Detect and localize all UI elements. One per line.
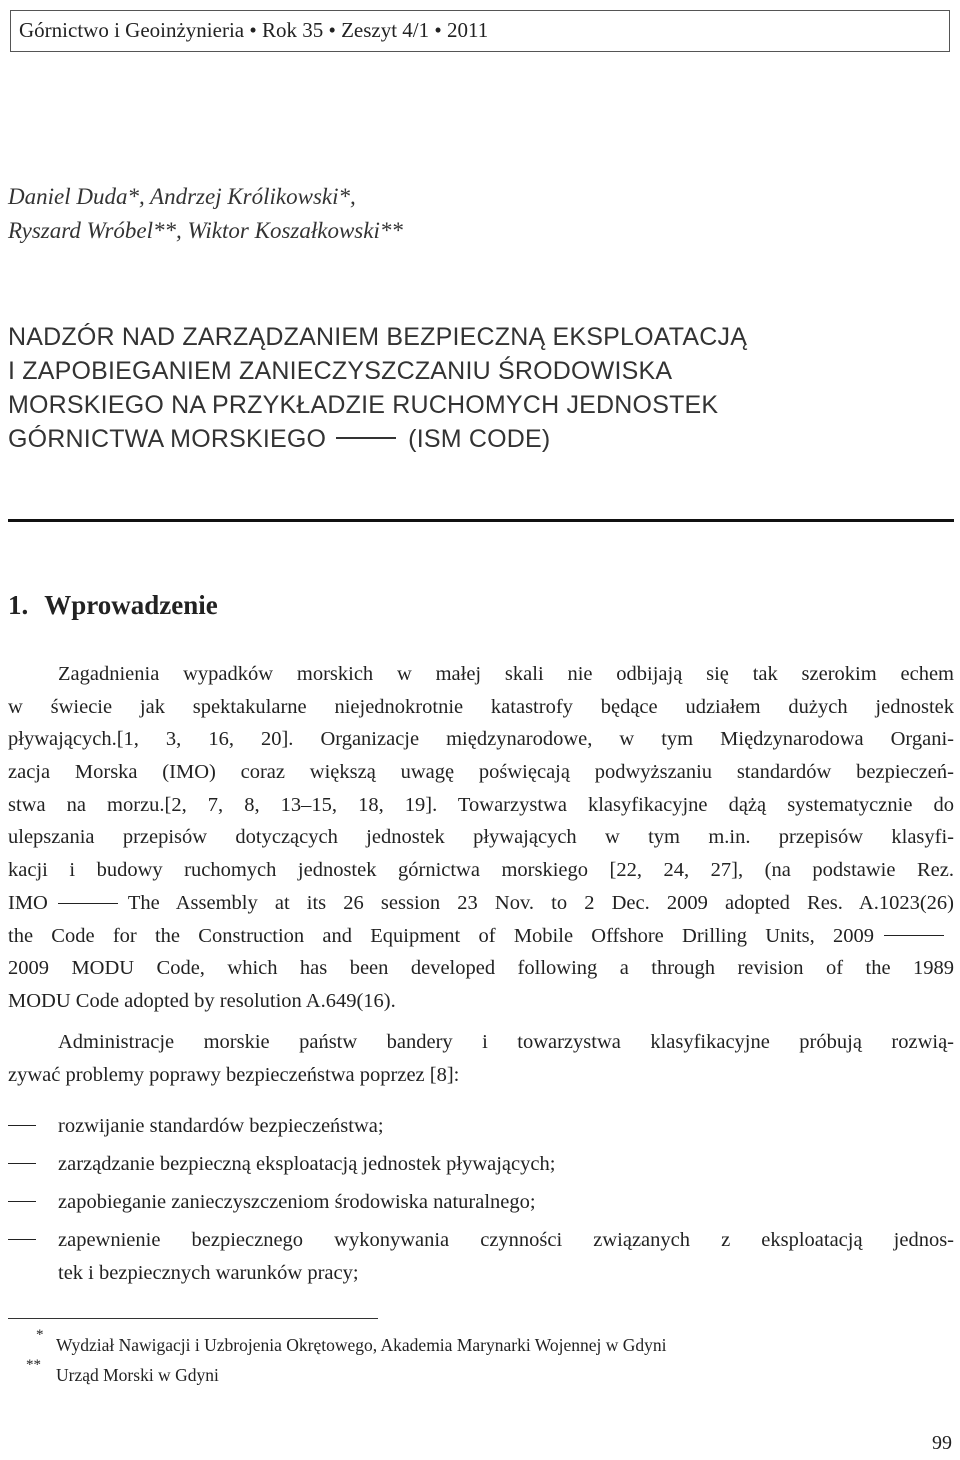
list-dash (8, 1239, 36, 1240)
line-text: ulepszania przepisów dotyczących jednostek pływających w tym m.in. przepisów klasyfi- (8, 826, 954, 849)
em-dash (336, 437, 396, 439)
footnote-mark: ** (26, 1357, 41, 1373)
line-text: Zagadnienia wypadków morskich w małej skali nie odbijają się tak szerokim echem (58, 663, 954, 685)
journal-title: Górnictwo i Geoinżynieria (19, 18, 245, 42)
list-item-text: rozwijanie standardów bezpieczeństwa; (58, 1115, 384, 1137)
footnote-text: Wydział Nawigacji i Uzbrojenia Okrętowego, Akademia Marynarki Wojennej w Gdyni (56, 1335, 667, 1355)
list-item-text: zapewnienie bezpiecznego wykonywania czynności związanych z eksploatacją jednos- (58, 1229, 954, 1251)
title-line-2: I ZAPOBIEGANIEM ZANIECZYSZCZANIU ŚRODOWISKA (8, 357, 673, 385)
footnote-text: Urząd Morski w Gdyni (56, 1365, 219, 1385)
line-text: pływających.[1, 3, 16, 20]. Organizacje międzynarodowe, w tym Międzynarodowa Organi- (8, 728, 954, 751)
paragraph-line (8, 1059, 954, 1092)
paragraph-line (8, 658, 954, 691)
authors-line-2: Ryszard Wróbel**, Wiktor Koszałkowski** (8, 218, 403, 243)
list-item-text: tek i bezpiecznych warunków pracy; (58, 1262, 359, 1284)
list-dash (8, 1125, 36, 1126)
footnote-divider (8, 1318, 378, 1319)
title-divider (8, 519, 954, 522)
list-item-text: zapobieganie zanieczyszczeniom środowiska naturalnego; (58, 1191, 536, 1213)
authors (8, 180, 403, 248)
paragraph-intro (8, 658, 954, 1018)
line-text: kacji i budowy ruchomych jednostek górnictwa morskiego [22, 24, 27], (na podstawie Rez. (8, 859, 954, 882)
line-text: zacja Morska (IMO) coraz większą uwagę poświęcają podwyższaniu standardów bezpieczeń- (8, 761, 954, 784)
authors-line-1: Daniel Duda*, Andrzej Królikowski*, (8, 184, 356, 209)
line-text: IMO (8, 891, 48, 914)
paragraph-administrations (8, 1026, 954, 1091)
line-text: Administracje morskie państw bandery i towarzystwa klasyfikacyjne próbują rozwią- (58, 1031, 954, 1053)
journal-header (10, 10, 950, 52)
paragraph-line (8, 723, 954, 756)
paper-title (8, 320, 747, 456)
em-dash (884, 935, 944, 936)
line-text: zywać problemy poprawy bezpieczeństwa poprzez [8]: (8, 1063, 460, 1086)
title-line-4 (8, 422, 747, 456)
title-line-4-code: (ISM CODE) (408, 425, 551, 453)
paragraph-line (8, 952, 954, 985)
section-title: Wprowadzenie (44, 590, 218, 620)
line-text: The Assembly at its 26 session 23 Nov. to 2 Dec. 2009 adopted Res. A.1023(26) (127, 891, 954, 914)
title-line-3: MORSKIEGO NA PRZYKŁADZIE RUCHOMYCH JEDNOSTEK (8, 391, 719, 419)
paragraph-line (8, 854, 954, 887)
journal-volume: Rok 35 (261, 18, 324, 42)
page-number: 99 (932, 1432, 952, 1454)
separator-bullet: • (328, 18, 336, 42)
paragraph-line (8, 985, 954, 1018)
section-heading (8, 590, 218, 621)
paragraph-line (8, 920, 954, 953)
line-text: MODU Code adopted by resolution A.649(16). (8, 989, 396, 1012)
line-text: w świecie jak spektakularne niejednokrotnie katastrofy będące udziałem dużych jednostek (8, 695, 954, 718)
journal-header-line (19, 18, 488, 43)
paragraph-line (8, 756, 954, 789)
line-text: stwa na morzu.[2, 7, 8, 13–15, 18, 19]. Towarzystwa klasyfikacyjne dążą systematycznie do (8, 793, 954, 816)
em-dash (58, 903, 118, 904)
list-dash (8, 1163, 36, 1164)
footnote-mark: * (36, 1327, 44, 1343)
list-dash (8, 1201, 36, 1202)
journal-year: 2011 (447, 18, 489, 42)
line-text: the Code for the Construction and Equipment of Mobile Offshore Drilling Units, 2009 (8, 924, 874, 947)
separator-bullet: • (434, 18, 442, 42)
paragraph-line (8, 789, 954, 822)
section-number: 1. (8, 590, 29, 620)
line-text: 2009 MODU Code, which has been developed following a through revision of the 1989 (8, 957, 954, 980)
journal-issue: Zeszyt 4/1 (341, 18, 430, 42)
paragraph-line (8, 691, 954, 724)
title-line-4-text: GÓRNICTWA MORSKIEGO (8, 425, 327, 453)
paragraph-line (8, 1026, 954, 1059)
separator-bullet: • (249, 18, 257, 42)
list-item-text: zarządzanie bezpieczną eksploatacją jednostek pływających; (58, 1153, 556, 1175)
paragraph-line (8, 887, 954, 920)
paragraph-line (8, 821, 954, 854)
title-line-1: NADZÓR NAD ZARZĄDZANIEM BEZPIECZNĄ EKSPLOATACJĄ (8, 323, 748, 351)
